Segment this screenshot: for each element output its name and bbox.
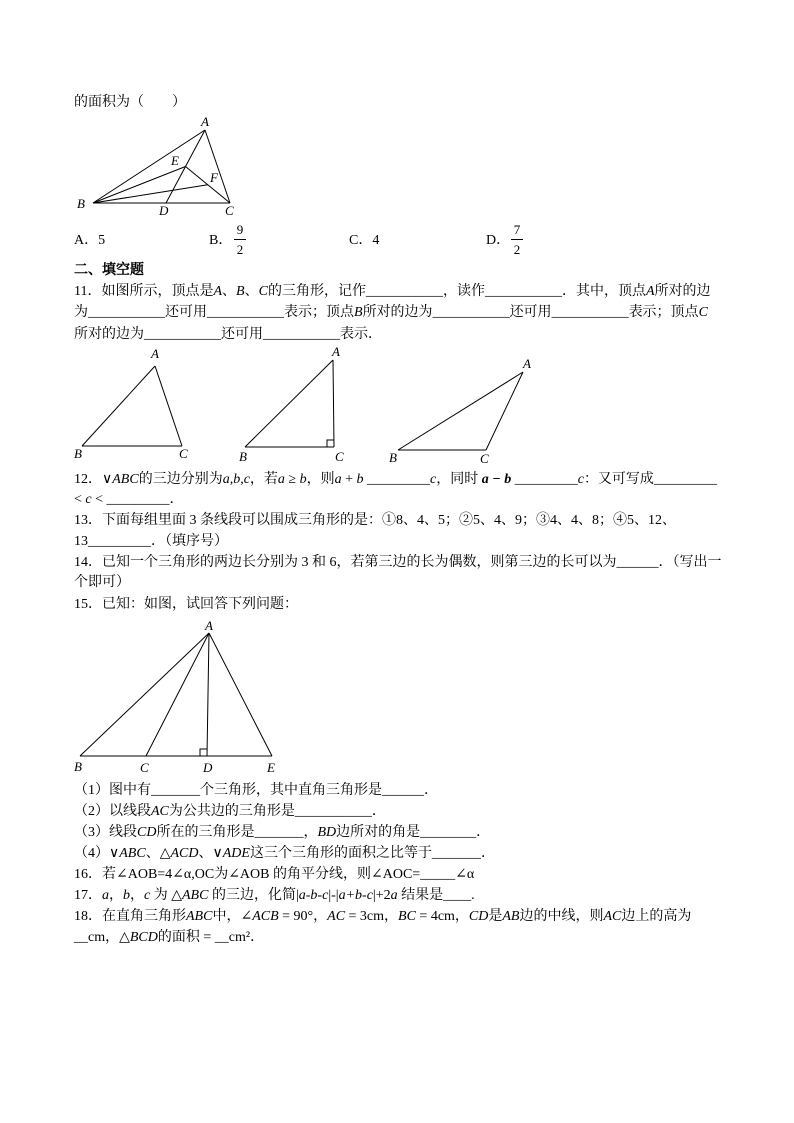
- section-title: 二、填空题: [74, 263, 144, 278]
- answer-blank: _______: [254, 825, 304, 840]
- text-run: 所对的边为: [362, 305, 433, 320]
- text-run: 这三个三角形的面积之比等于: [249, 846, 432, 861]
- question-10-stem-tail: 的面积为（ ）: [74, 95, 186, 110]
- text-run: 边上的高为: [621, 909, 692, 924]
- answer-blank: ___________: [432, 305, 510, 320]
- text-run: 还可用: [221, 327, 263, 342]
- text-run: （2）以线段: [74, 804, 151, 819]
- text-run: 、△: [145, 846, 171, 861]
- option-value: 5: [98, 233, 106, 248]
- answer-blank: ______: [616, 555, 659, 570]
- point-label-d: D: [203, 760, 213, 775]
- math-variable: c: [577, 472, 584, 487]
- math-variable: a,b,c: [222, 472, 250, 487]
- text-run: 13: [74, 534, 88, 549]
- text-run: ．（写出一: [658, 555, 722, 570]
- math-variable: b: [356, 472, 364, 487]
- math-variable: BCD: [129, 930, 158, 945]
- right-triangle: [239, 344, 344, 464]
- math-variable: c: [144, 888, 151, 903]
- answer-blank: __: [74, 930, 88, 945]
- question-15-part-2: [74, 801, 386, 822]
- text-run: 所对的边为: [74, 327, 144, 342]
- math-variable: a+b-c: [338, 888, 373, 903]
- question-11-line-1: [74, 281, 711, 302]
- text-run: ．其中，顶点: [561, 284, 646, 299]
- segment-ac: [155, 366, 182, 446]
- answer-blank: _______: [151, 783, 200, 798]
- math-variable: ABC: [182, 888, 209, 903]
- text-run: 个三角形，其中直角三角形是: [200, 783, 382, 798]
- text-run: ，读作: [442, 284, 485, 299]
- segment-ab: [82, 366, 155, 446]
- answer-blank: ___________: [263, 327, 340, 342]
- question-15-part-1: [74, 780, 438, 801]
- segment-be: [93, 167, 186, 204]
- answer-blank: ___________: [207, 305, 284, 320]
- math-variable: b: [299, 472, 307, 487]
- question-16: [74, 864, 474, 885]
- option-letter: A．: [74, 233, 99, 248]
- text-run: ．（填序号）: [151, 534, 228, 549]
- vertex-label-b: B: [74, 446, 82, 461]
- math-variable: a: [334, 472, 342, 487]
- question-13-line-1: 13．下面每组里面 3 条线段可以围成三角形的是：①8、4、5；②5、4、9；③4、4、8；④5、12、: [74, 513, 676, 528]
- math-variable: B: [236, 284, 245, 299]
- math-variable: C: [258, 284, 268, 299]
- math-variable: c: [85, 492, 92, 507]
- text-run: 边所对的角是: [336, 825, 421, 840]
- text-run: 为 △: [150, 888, 182, 903]
- text-run: ．: [169, 492, 184, 507]
- answer-blank: ___________: [88, 305, 165, 320]
- answer-blank: ______: [382, 783, 424, 798]
- segment-ab: [245, 360, 333, 447]
- math-variable: CD: [468, 909, 489, 924]
- question-17: [74, 885, 475, 906]
- math-variable: B: [354, 305, 363, 320]
- segment-ac: [333, 360, 334, 447]
- vertex-label-b: B: [77, 196, 85, 211]
- answer-blank: ___________: [365, 284, 443, 299]
- question-15-part-4: [74, 843, 495, 864]
- answer-blank: _________: [653, 472, 717, 487]
- option-d-letter: D．: [486, 233, 511, 248]
- math-variable: ABC: [112, 472, 139, 487]
- math-variable: A: [213, 284, 223, 299]
- option-letter: C．: [349, 233, 373, 248]
- math-variable: ABC: [186, 909, 213, 924]
- answer-blank: ____: [443, 888, 472, 903]
- math-variable: ABC: [119, 846, 146, 861]
- vertex-label-a: A: [201, 114, 209, 129]
- question-13-line-2: [74, 531, 228, 552]
- vertex-label-b: B: [239, 449, 247, 464]
- math-variable: BC: [398, 909, 416, 924]
- text-run: ．: [480, 846, 495, 861]
- math-variable: ADE: [222, 846, 250, 861]
- question-15-figure: [70, 615, 285, 777]
- question-18-line-2: [74, 927, 264, 948]
- point-label-e: E: [171, 153, 179, 168]
- text-run: ：又可写成: [583, 472, 654, 487]
- question-14-line-1: [74, 552, 722, 573]
- text-run: 的三边分别为: [138, 472, 223, 487]
- segment-ab: [80, 633, 209, 756]
- text-run: 11．如图所示，顶点是: [74, 284, 214, 299]
- question-11-line-3: [74, 324, 382, 345]
- acute-triangle: [74, 346, 188, 461]
- answer-blank: _________: [88, 534, 151, 549]
- text-run: 中，∠: [212, 909, 253, 924]
- answer-blank: ___________: [294, 804, 372, 819]
- text-run: .: [471, 888, 475, 903]
- answer-blank: _________: [514, 472, 578, 487]
- text-run: = 4cm，: [415, 909, 469, 924]
- math-variable: C: [698, 305, 708, 320]
- vertex-label-c: C: [179, 446, 188, 461]
- text-run: = 90°，: [278, 909, 328, 924]
- math-variable: ACB: [252, 909, 279, 924]
- vertex-label-a: A: [151, 346, 159, 361]
- text-run: （4）∨: [74, 846, 120, 861]
- fraction-denominator: 2: [236, 242, 244, 257]
- text-run: ，: [109, 888, 123, 903]
- text-run: <: [91, 492, 107, 507]
- math-variable: a: [277, 472, 285, 487]
- text-run: 表示．: [340, 327, 382, 342]
- answer-blank: ___________: [551, 305, 629, 320]
- point-label-e: E: [267, 760, 275, 775]
- option-value: 4: [372, 233, 380, 248]
- text-run: 18．在直角三角形: [74, 909, 186, 924]
- math-variable: a: [102, 888, 109, 903]
- text-run: 还可用: [165, 305, 207, 320]
- math-variable: AC: [151, 804, 169, 819]
- segment-ac: [146, 633, 209, 756]
- fraction-denominator: 2: [513, 242, 521, 257]
- text-run: 的面积 =: [157, 930, 215, 945]
- text-run: 为公共边的三角形是: [168, 804, 295, 819]
- text-run: cm²．: [228, 930, 265, 945]
- point-label-d: D: [159, 203, 169, 218]
- option-c: [349, 230, 379, 251]
- text-run: ．: [476, 825, 491, 840]
- answer-blank: ___________: [484, 284, 562, 299]
- question-11-line-2: [74, 302, 708, 323]
- text-run: 的三角形，记作: [267, 284, 366, 299]
- text-run: 还可用: [509, 305, 552, 320]
- math-variable: AC: [603, 909, 622, 924]
- answer-blank: __: [214, 930, 229, 945]
- math-variable: AB: [502, 909, 520, 924]
- question-11-figure: [70, 345, 540, 470]
- question-15-stem: 15．已知：如图，试回答下列问题：: [74, 597, 298, 612]
- vertex-label-a: A: [205, 618, 213, 633]
- text-run: ．: [371, 804, 386, 819]
- text-run: ．: [424, 783, 438, 798]
- question-10-figure: [70, 112, 245, 222]
- text-run: 是: [488, 909, 503, 924]
- point-label-b: B: [74, 759, 82, 774]
- text-run: 所对的边: [654, 284, 711, 299]
- text-run: （3）线段: [74, 825, 137, 840]
- question-14-line-2: 个即可）: [74, 575, 130, 590]
- text-run: ，若: [249, 472, 278, 487]
- option-b-letter: B．: [209, 233, 233, 248]
- math-variable: BD: [317, 825, 337, 840]
- answer-blank: _______: [431, 846, 481, 861]
- text-run: ≥: [284, 472, 300, 487]
- vertex-label-c: C: [225, 203, 234, 218]
- vertex-label-c: C: [335, 449, 344, 464]
- text-run: |+2: [372, 888, 391, 903]
- segment-ae: [209, 633, 272, 756]
- text-run: 为: [74, 305, 88, 320]
- math-variable: ACD: [170, 846, 199, 861]
- right-angle-mark: [327, 440, 334, 447]
- text-run: 所在的三角形是: [156, 825, 255, 840]
- answer-blank: ___________: [144, 327, 221, 342]
- text-run: 、: [244, 284, 259, 299]
- fraction-numerator: 7: [513, 222, 521, 237]
- math-variable: AC: [327, 909, 346, 924]
- text-run: +: [341, 472, 357, 487]
- right-angle-mark: [200, 749, 207, 756]
- text-run: 边的中线，则: [519, 909, 604, 924]
- text-run: 的三边，化简|: [208, 888, 299, 903]
- segment-ac: [205, 130, 230, 203]
- question-12-line-2: [74, 489, 184, 510]
- text-run: 结果是: [397, 888, 444, 903]
- text-run: 表示；顶点: [284, 305, 354, 320]
- segment-bf: [93, 185, 208, 203]
- answer-blank: ________: [420, 825, 477, 840]
- math-variable: c: [430, 472, 437, 487]
- text-run: 12．∨: [74, 472, 113, 487]
- text-run: cm，△: [88, 930, 130, 945]
- text-run: 、: [222, 284, 237, 299]
- question-15-part-3: [74, 822, 490, 843]
- math-variable: CD: [137, 825, 157, 840]
- segment-ab: [93, 130, 205, 203]
- question-12-line-1: [74, 469, 717, 490]
- segment-ad: [207, 633, 209, 756]
- vertex-label-b: B: [389, 450, 397, 465]
- option-d-fraction: [511, 220, 523, 259]
- point-label-c: C: [140, 760, 149, 775]
- text-run: <: [74, 492, 86, 507]
- math-variable: a − b: [481, 472, 512, 487]
- fraction-numerator: 9: [236, 222, 244, 237]
- option-a: [74, 230, 105, 251]
- point-label-f: F: [210, 170, 218, 185]
- vertex-label-a: A: [523, 356, 531, 371]
- text-run: ∠α: [455, 867, 475, 882]
- option-b-fraction: [234, 220, 246, 259]
- text-run: ，则: [306, 472, 335, 487]
- math-variable: a: [390, 888, 398, 903]
- text-run: （1）图中有: [74, 783, 151, 798]
- text-run: 17．: [74, 888, 102, 903]
- question-18-line-1: [74, 906, 691, 927]
- answer-blank: _________: [367, 472, 431, 487]
- text-run: = 3cm，: [345, 909, 399, 924]
- answer-blank: _____: [420, 867, 456, 882]
- vertex-label-c: C: [480, 451, 489, 466]
- text-run: 、∨: [198, 846, 223, 861]
- vertex-label-a: A: [332, 344, 340, 359]
- obtuse-triangle: [389, 356, 531, 466]
- answer-blank: _________: [106, 492, 170, 507]
- text-run: ，同时: [436, 472, 482, 487]
- text-run: 14．已知一个三角形的两边长分别为 3 和 6，若第三边的长为偶数，则第三边的长可以为: [74, 555, 617, 570]
- text-run: |-|: [328, 888, 339, 903]
- text-run: ，: [130, 888, 144, 903]
- math-variable: b: [123, 888, 130, 903]
- text-run: ，: [303, 825, 318, 840]
- text-run: 16．若∠AOB=4∠α,OC为∠AOB 的角平分线，则∠AOC=: [74, 867, 421, 882]
- math-variable: a-b-c: [298, 888, 329, 903]
- text-run: 表示；顶点: [628, 305, 699, 320]
- math-variable: A: [645, 284, 655, 299]
